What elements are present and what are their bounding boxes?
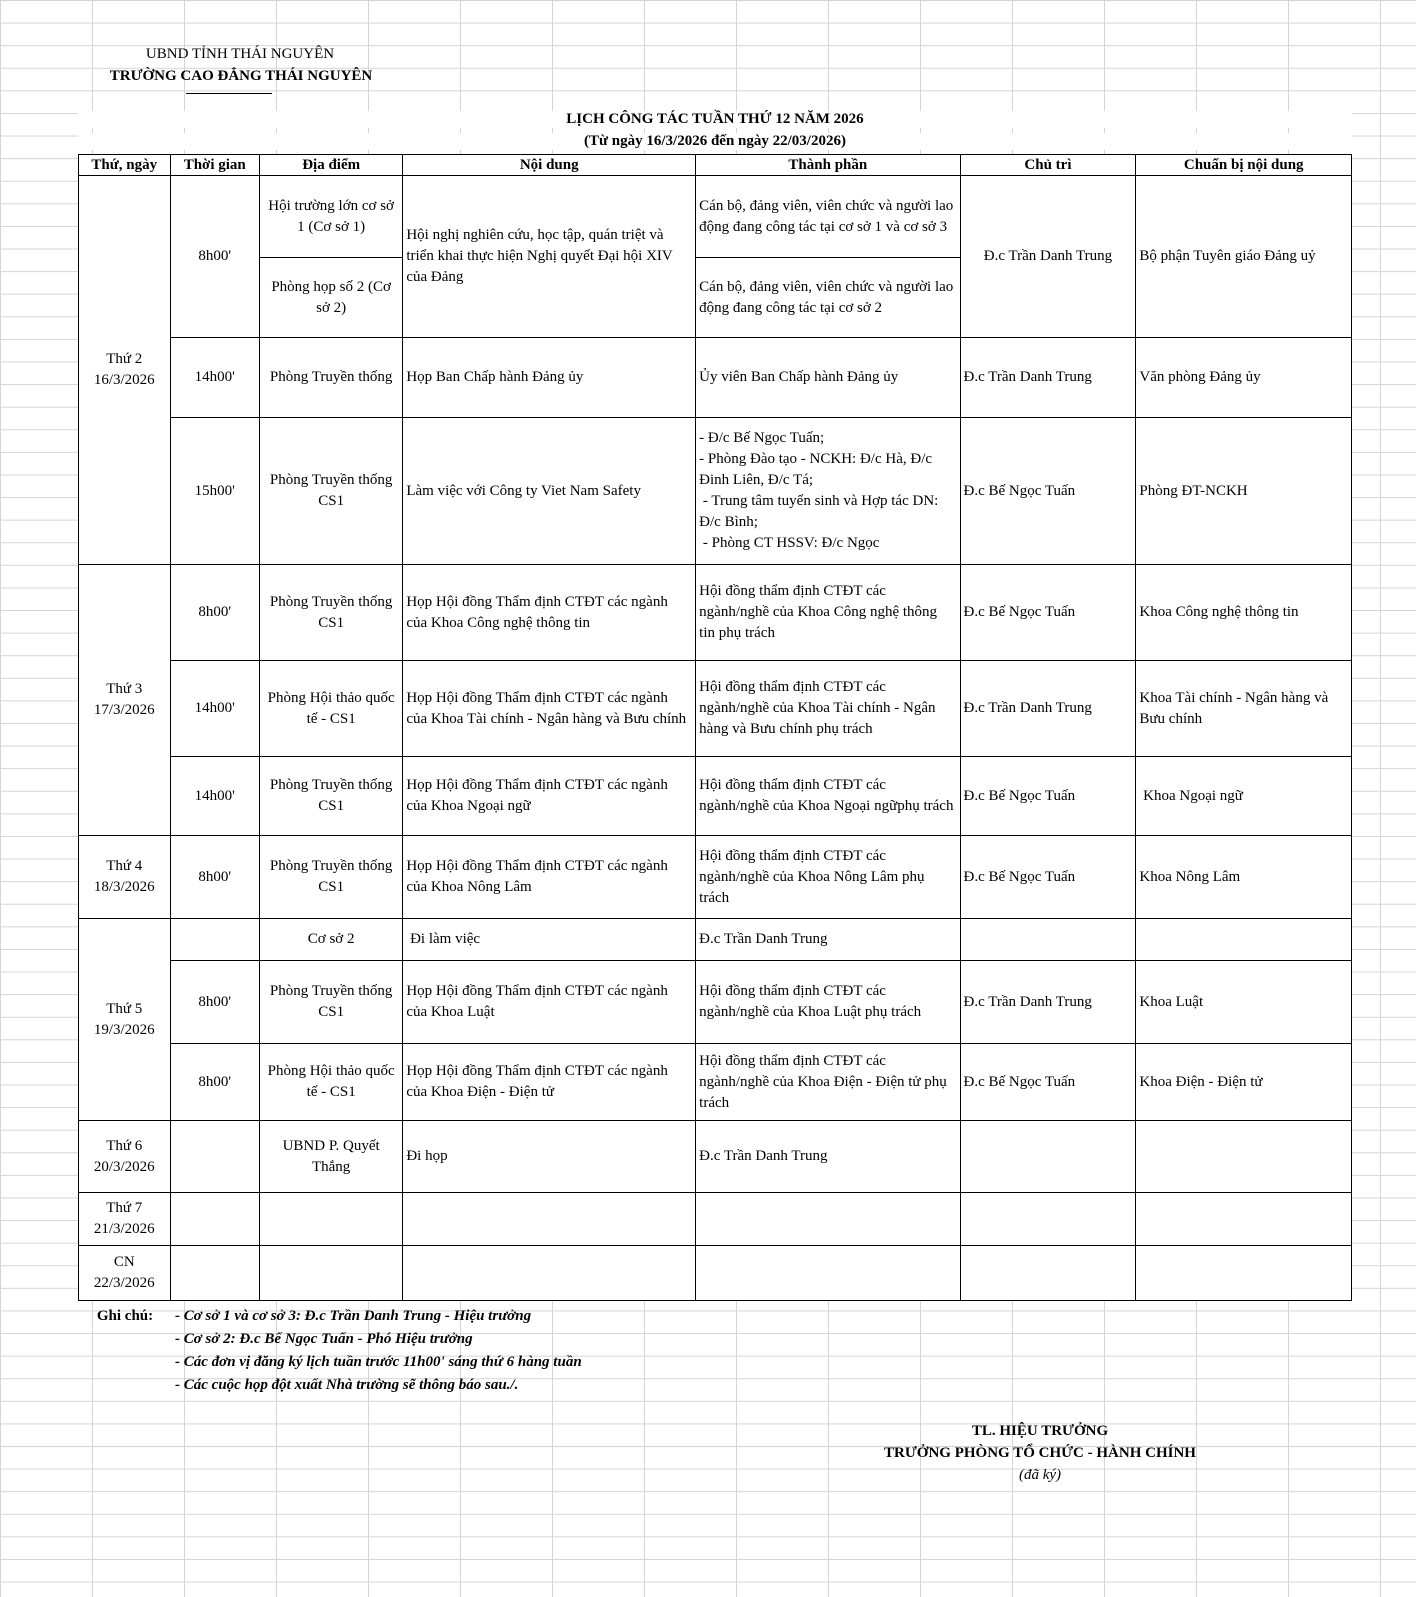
empty-cell — [170, 1193, 259, 1246]
notes-label: Ghi chú: — [96, 1308, 154, 1324]
col-header-day: Thứ, ngày — [79, 155, 171, 176]
day-cell: Thứ 5 19/3/2026 — [79, 919, 171, 1121]
chair-cell: Đ.c Bế Ngọc Tuấn — [960, 1044, 1136, 1121]
content-cell: Họp Hội đồng Thẩm định CTĐT các ngành của Khoa Điện - Điện tử — [403, 1044, 696, 1121]
signature-title: TL. HIỆU TRƯỞNG — [971, 1423, 1109, 1439]
content-cell: Làm việc với Công ty Viet Nam Safety — [403, 418, 696, 565]
content-cell: Đi họp — [403, 1121, 696, 1193]
place-cell: Cơ sở 2 — [259, 919, 402, 961]
time-cell: 8h00' — [170, 836, 259, 919]
note-item: - Các đơn vị đăng ký lịch tuần trước 11h00' sáng thứ 6 hàng tuần — [175, 1354, 582, 1370]
signature-position: TRƯỞNG PHÒNG TỔ CHỨC - HÀNH CHÍNH — [884, 1445, 1196, 1461]
prep-cell — [1136, 919, 1352, 961]
day-cell: CN 22/3/2026 — [79, 1246, 171, 1301]
empty-cell — [1136, 1193, 1352, 1246]
place-cell: Phòng Truyền thống CS1 — [259, 961, 402, 1044]
chair-cell: Đ.c Bế Ngọc Tuấn — [960, 757, 1136, 836]
content-cell: Họp Ban Chấp hành Đảng ủy — [403, 338, 696, 418]
place-cell: Phòng Truyền thống CS1 — [259, 757, 402, 836]
col-header-prep: Chuẩn bị nội dung — [1136, 155, 1352, 176]
empty-cell — [696, 1193, 960, 1246]
table-row — [79, 661, 1352, 757]
place-cell: Phòng Hội thảo quốc tế - CS1 — [259, 1044, 402, 1121]
prep-cell: Văn phòng Đảng ủy — [1136, 338, 1352, 418]
col-header-time: Thời gian — [170, 155, 259, 176]
participants-cell: Hội đồng thẩm định CTĐT các ngành/nghề của Khoa Nông Lâm phụ trách — [696, 836, 960, 919]
prep-cell: Khoa Công nghệ thông tin — [1136, 565, 1352, 661]
table-row — [79, 565, 1352, 661]
table-row — [79, 961, 1352, 1044]
time-cell: 8h00' — [170, 961, 259, 1044]
prep-cell: Khoa Điện - Điện tử — [1136, 1044, 1352, 1121]
participants-cell: Đ.c Trần Danh Trung — [696, 1121, 960, 1193]
table-row — [79, 757, 1352, 836]
empty-cell — [960, 1246, 1136, 1301]
chair-cell: Đ.c Trần Danh Trung — [960, 661, 1136, 757]
schedule-table — [78, 154, 1352, 1301]
prep-cell: Khoa Ngoại ngữ — [1136, 757, 1352, 836]
content-cell: Họp Hội đồng Thẩm định CTĐT các ngành của Khoa Công nghệ thông tin — [403, 565, 696, 661]
prep-cell: Bộ phận Tuyên giáo Đảng uỷ — [1136, 176, 1352, 338]
note-item: - Cơ sở 2: Đ.c Bế Ngọc Tuấn - Phó Hiệu trưởng — [175, 1331, 473, 1347]
table-row — [79, 418, 1352, 565]
table-row — [79, 1193, 1352, 1246]
school-name: TRƯỜNG CAO ĐẲNG THÁI NGUYÊN — [109, 68, 373, 84]
chair-cell — [960, 1121, 1136, 1193]
content-cell: Hội nghị nghiên cứu, học tập, quán triệt và triển khai thực hiện Nghị quyết Đại hội XIV của Đảng — [403, 176, 696, 338]
participants-cell: Cán bộ, đảng viên, viên chức và người lao động đang công tác tại cơ sở 2 — [696, 258, 960, 338]
place-cell: Phòng Truyền thống CS1 — [259, 418, 402, 565]
chair-cell: Đ.c Bế Ngọc Tuấn — [960, 418, 1136, 565]
time-cell: 14h00' — [170, 661, 259, 757]
content-cell: Họp Hội đồng Thẩm định CTĐT các ngành của Khoa Luật — [403, 961, 696, 1044]
empty-cell — [696, 1246, 960, 1301]
empty-cell — [259, 1246, 402, 1301]
prep-cell: Phòng ĐT-NCKH — [1136, 418, 1352, 565]
chair-cell: Đ.c Trần Danh Trung — [960, 338, 1136, 418]
day-cell: Thứ 6 20/3/2026 — [79, 1121, 171, 1193]
day-cell: Thứ 4 18/3/2026 — [79, 836, 171, 919]
participants-cell: Hội đồng thẩm định CTĐT các ngành/nghề của Khoa Công nghệ thông tin phụ trách — [696, 565, 960, 661]
table-row — [79, 1121, 1352, 1193]
time-cell: 15h00' — [170, 418, 259, 565]
table-row — [79, 919, 1352, 961]
day-cell: Thứ 2 16/3/2026 — [79, 176, 171, 565]
participants-cell: Hội đồng thẩm định CTĐT các ngành/nghề của Khoa Tài chính - Ngân hàng và Bưu chính phụ trách — [696, 661, 960, 757]
chair-cell — [960, 919, 1136, 961]
place-cell: Phòng Truyền thống — [259, 338, 402, 418]
participants-cell: Hội đồng thẩm định CTĐT các ngành/nghề của Khoa Điện - Điện tử phụ trách — [696, 1044, 960, 1121]
place-cell: Phòng Hội thảo quốc tế - CS1 — [259, 661, 402, 757]
place-cell: Phòng Truyền thống CS1 — [259, 565, 402, 661]
prep-cell: Khoa Luật — [1136, 961, 1352, 1044]
participants-cell: Cán bộ, đảng viên, viên chức và người lao động đang công tác tại cơ sở 1 và cơ sở 3 — [696, 176, 960, 258]
place-cell: Phòng Truyền thống CS1 — [259, 836, 402, 919]
content-cell: Họp Hội đồng Thẩm định CTĐT các ngành của Khoa Tài chính - Ngân hàng và Bưu chính — [403, 661, 696, 757]
time-cell: 14h00' — [170, 338, 259, 418]
time-cell: 8h00' — [170, 565, 259, 661]
table-header-row — [79, 155, 1352, 176]
authority-name: UBND TỈNH THÁI NGUYÊN — [145, 46, 335, 62]
participants-cell: Hội đồng thẩm định CTĐT các ngành/nghề của Khoa Ngoại ngữphụ trách — [696, 757, 960, 836]
chair-cell: Đ.c Trần Danh Trung — [960, 176, 1136, 338]
table-row — [79, 1246, 1352, 1301]
time-cell: 8h00' — [170, 176, 259, 338]
day-cell: Thứ 7 21/3/2026 — [79, 1193, 171, 1246]
participants-cell: Hội đồng thẩm định CTĐT các ngành/nghề của Khoa Luật phụ trách — [696, 961, 960, 1044]
time-cell: 14h00' — [170, 757, 259, 836]
empty-cell — [170, 1246, 259, 1301]
table-row — [79, 176, 1352, 258]
participants-cell: Đ.c Trần Danh Trung — [696, 919, 960, 961]
col-header-content: Nội dung — [403, 155, 696, 176]
day-cell: Thứ 3 17/3/2026 — [79, 565, 171, 836]
empty-cell — [960, 1193, 1136, 1246]
prep-cell — [1136, 1121, 1352, 1193]
prep-cell: Khoa Nông Lâm — [1136, 836, 1352, 919]
place-cell: Hội trường lớn cơ sở 1 (Cơ sở 1) — [259, 176, 402, 258]
signature-status: (đã ký) — [1018, 1467, 1062, 1483]
chair-cell: Đ.c Trần Danh Trung — [960, 961, 1136, 1044]
prep-cell: Khoa Tài chính - Ngân hàng và Bưu chính — [1136, 661, 1352, 757]
col-header-chair: Chủ trì — [960, 155, 1136, 176]
content-cell: Họp Hội đồng Thẩm định CTĐT các ngành của Khoa Ngoại ngữ — [403, 757, 696, 836]
time-cell — [170, 919, 259, 961]
empty-cell — [403, 1193, 696, 1246]
place-cell: Phòng họp số 2 (Cơ sở 2) — [259, 258, 402, 338]
empty-cell — [259, 1193, 402, 1246]
header-underline — [186, 93, 272, 94]
col-header-participants: Thành phần — [696, 155, 960, 176]
col-header-place: Địa điểm — [259, 155, 402, 176]
content-cell: Họp Hội đồng Thẩm định CTĐT các ngành của Khoa Nông Lâm — [403, 836, 696, 919]
chair-cell: Đ.c Bế Ngọc Tuấn — [960, 836, 1136, 919]
table-row — [79, 1044, 1352, 1121]
chair-cell: Đ.c Bế Ngọc Tuấn — [960, 565, 1136, 661]
empty-cell — [1136, 1246, 1352, 1301]
schedule-date-range: (Từ ngày 16/3/2026 đến ngày 22/03/2026) — [78, 133, 1352, 150]
table-row — [79, 338, 1352, 418]
schedule-title: LỊCH CÔNG TÁC TUẦN THỨ 12 NĂM 2026 — [78, 111, 1352, 128]
place-cell: UBND P. Quyết Thắng — [259, 1121, 402, 1193]
content-cell: Đi làm việc — [403, 919, 696, 961]
table-row — [79, 836, 1352, 919]
participants-cell: Ủy viên Ban Chấp hành Đảng ủy — [696, 338, 960, 418]
time-cell: 8h00' — [170, 1044, 259, 1121]
empty-cell — [403, 1246, 696, 1301]
time-cell — [170, 1121, 259, 1193]
note-item: - Các cuộc họp đột xuất Nhà trường sẽ thông báo sau./. — [175, 1377, 519, 1393]
participants-cell: - Đ/c Bế Ngọc Tuấn; - Phòng Đào tạo - NCKH: Đ/c Hà, Đ/c Đinh Liên, Đ/c Tá; - Trung tâm tuyển sinh và Hợp tác DN: Đ/c Bình; - Phòng CT HSSV: Đ/c Ngọc — [696, 418, 960, 565]
note-item: - Cơ sở 1 và cơ sở 3: Đ.c Trần Danh Trung - Hiệu trưởng — [175, 1308, 532, 1324]
